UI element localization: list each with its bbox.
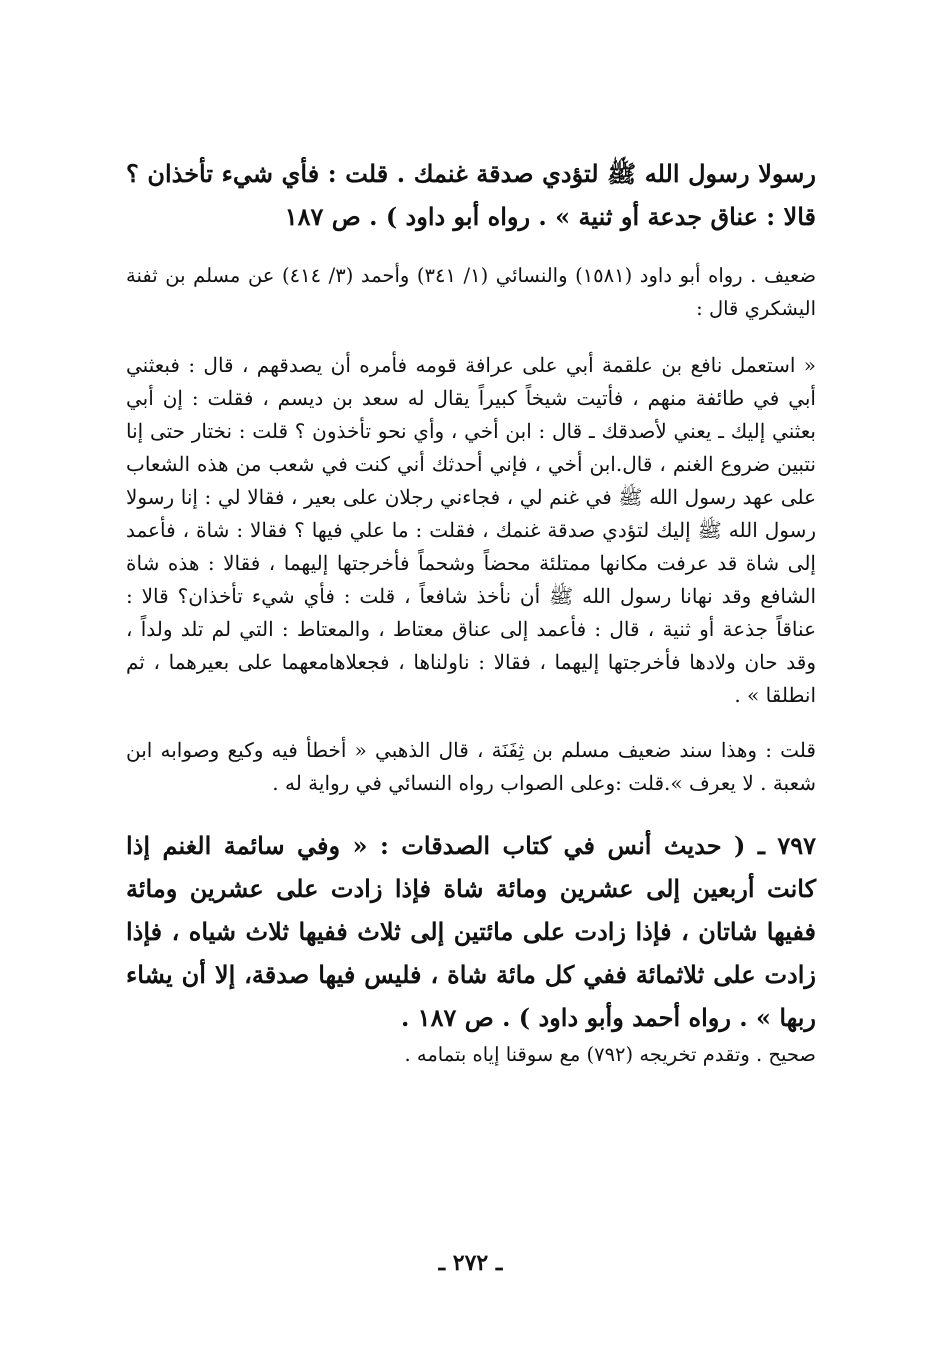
hadith-797-text: ٧٩٧ ـ ( حديث أنس في كتاب الصدقات : « وفي سائمة الغنم إذا كانت أربعين إلى عشرين ومائة شاة فإذا زادت على عشرين ومائة ففيها شاتان ، فإذا زادت على مائتين إلى ثلاث ففيها ثلاث شياه ، فإذا زادت على ثلاثمائة ففي كل مائة شاة ، فليس فيها صدقة، إلا أن يشاء ربها » . رواه أحمد وأبو داود ) . ص ١٨٧ . <box>126 831 816 1032</box>
page-body <box>126 152 816 1072</box>
page-number: ـ ٢٧٢ ـ <box>438 1250 503 1276</box>
grading-797-text: صحيح . وتقدم تخريجه (٧٩٢) مع سوقنا إياه بتمامه . <box>404 1043 816 1066</box>
commentary-text: قلت : وهذا سند ضعيف مسلم بن ثِفَنَة ، قال الذهبي « أخطأ فيه وكيع وصوابه ابن شعبة . لا يعرف ».قلت :وعلى الصواب رواه النسائي في رواية له . <box>126 738 816 795</box>
narration-quote-text: « استعمل نافع بن علقمة أبي على عرافة قومه فأمره أن يصدقهم ، قال : فبعثني أبي في طائفة منهم ، فأتيت شيخاً كبيراً يقال له سعد بن ديسم ، فقلت : إن أبي بعثني إليك ـ يعني لأصدقك ـ قال : ابن أخي ، وأي نحو تأخذون ؟ قلت : نختار حتى إنا نتبين ضروع الغنم ، قال.ابن أخي ، فإني أحدثك أني كنت في شعب من هذه الشعاب على عهد رسول الله ﷺ في غنم لي ، فجاءني رجلان على بعير ، فقالا لي : إنا رسولا رسول الله ﷺ إليك لتؤدي صدقة غنمك ، فقلت : ما علي فيها ؟ فقالا : شاة ، فأعمد إلى شاة قد عرفت مكانها ممتلئة محضاً وشحماً فأخرجتها إليهما ، فقالا : هذه شاة الشافع وقد نهانا رسول الله ﷺ أن نأخذ شافعاً ، قلت : فأي شيء تأخذان؟ قالا : عناقاً جذعة أو ثنية ، قال : فأعمد إلى عناق معتاط ، والمعتاط : التي لم تلد ولداً ، وقد حان ولادها فأخرجتها إليهما ، فقالا : ناولناها ، فجعلاهامعهما على بعيرهما ، ثم انطلقا » . <box>126 353 817 707</box>
hadith-continuation-text: رسولا رسول الله ﷺ لتؤدي صدقة غنمك . قلت : فأي شيء تأخذان ؟ قالا : عناق جدعة أو ثنية » . رواه أبو داود ) . ص ١٨٧ <box>126 159 816 231</box>
grading-intro-text: ضعيف . رواه أبو داود (١٥٨١) والنسائي (١/ ٣٤١) وأحمد (٣/ ٤١٤) عن مسلم بن ثفنة اليشكري قال : <box>126 264 817 320</box>
